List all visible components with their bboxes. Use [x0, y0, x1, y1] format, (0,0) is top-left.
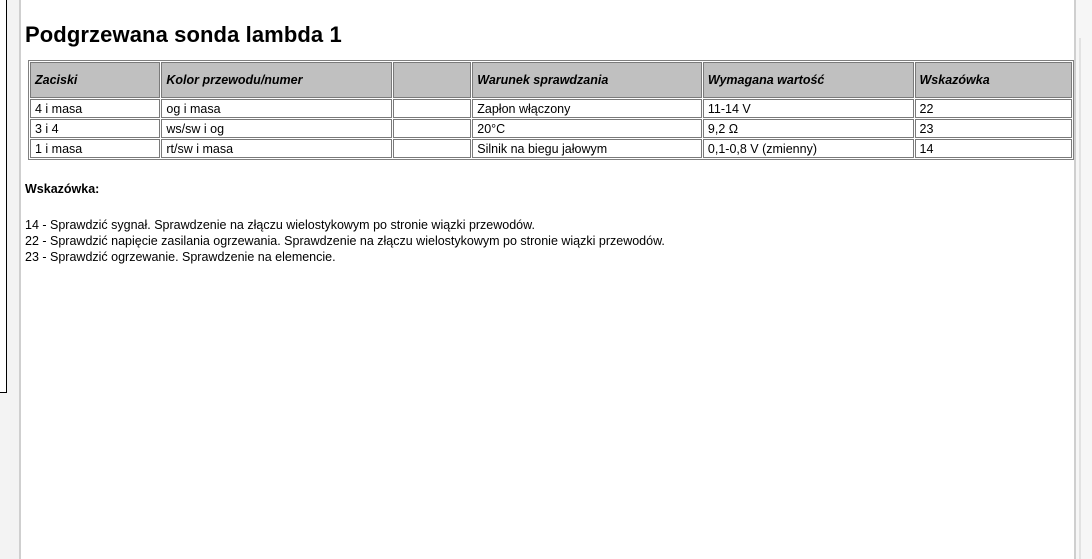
left-frame-edge — [0, 0, 7, 393]
cell-terminals: 4 i masa — [30, 99, 160, 118]
cell-hint: 14 — [915, 139, 1073, 158]
cell-test-condition: Silnik na biegu jałowym — [472, 139, 702, 158]
cell-terminals: 3 i 4 — [30, 119, 160, 138]
note-item: 22 - Sprawdzić napięcie zasilania ogrzewania. Sprawdzenie na złączu wielostykowym po stronie wiązki przewodów. — [25, 234, 665, 248]
note-item: 23 - Sprawdzić ogrzewanie. Sprawdzenie na elemencie. — [25, 250, 336, 264]
cell-blank — [393, 119, 471, 138]
cell-test-condition: Zapłon włączony — [472, 99, 702, 118]
note-item: 14 - Sprawdzić sygnał. Sprawdzenie na złączu wielostykowym po stronie wiązki przewodów. — [25, 218, 535, 232]
col-header-required-value: Wymagana wartość — [703, 62, 914, 98]
notes-heading: Wskazówka: — [25, 182, 100, 196]
table-row — [30, 119, 1072, 138]
spec-table — [28, 60, 1074, 160]
cell-blank — [393, 99, 471, 118]
cell-wire-color: rt/sw i masa — [161, 139, 392, 158]
page-title: Podgrzewana sonda lambda 1 — [25, 22, 342, 47]
notes-list — [25, 217, 665, 265]
col-header-wire-color: Kolor przewodu/numer — [161, 62, 392, 98]
col-header-terminals: Zaciski — [30, 62, 160, 98]
document-panel — [19, 0, 1076, 559]
col-header-hint: Wskazówka — [915, 62, 1073, 98]
col-header-blank — [393, 62, 471, 98]
cell-blank — [393, 139, 471, 158]
cell-terminals: 1 i masa — [30, 139, 160, 158]
cell-hint: 22 — [915, 99, 1073, 118]
table-row — [30, 99, 1072, 118]
cell-test-condition: 20°C — [472, 119, 702, 138]
scrollbar-track[interactable] — [1079, 38, 1081, 559]
table-row — [30, 139, 1072, 158]
cell-required-value: 9,2 Ω — [703, 119, 914, 138]
table-header-row — [30, 62, 1072, 98]
cell-wire-color: ws/sw i og — [161, 119, 392, 138]
cell-wire-color: og i masa — [161, 99, 392, 118]
cell-required-value: 11-14 V — [703, 99, 914, 118]
col-header-test-condition: Warunek sprawdzania — [472, 62, 702, 98]
cell-required-value: 0,1-0,8 V (zmienny) — [703, 139, 914, 158]
cell-hint: 23 — [915, 119, 1073, 138]
